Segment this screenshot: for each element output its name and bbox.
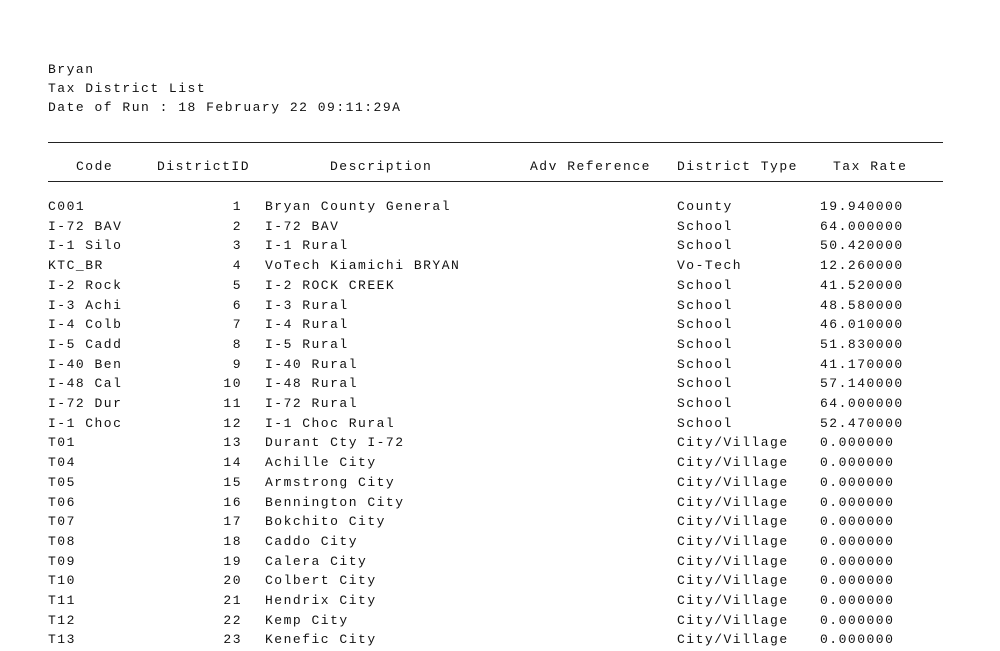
- tax-rate-cell: 0.000000: [820, 612, 895, 628]
- table-row: [0, 514, 1000, 533]
- description-cell: Armstrong City: [265, 474, 396, 490]
- district-type-cell: School: [677, 336, 733, 352]
- header-top-rule: [48, 142, 943, 143]
- description-cell: I-1 Choc Rural: [265, 415, 396, 431]
- district-id-cell: 12: [223, 415, 242, 431]
- district-id-cell: 16: [223, 494, 242, 510]
- district-id-cell: 17: [223, 514, 242, 530]
- table-row: [0, 554, 1000, 573]
- code-cell: T08: [48, 533, 76, 549]
- tax-rate-cell: 0.000000: [820, 494, 895, 510]
- code-cell: T07: [48, 514, 76, 530]
- tax-rate-cell: 0.000000: [820, 533, 895, 549]
- table-row: [0, 495, 1000, 514]
- district-type-cell: School: [677, 277, 733, 293]
- district-id-cell: 22: [223, 612, 242, 628]
- district-id-cell: 19: [223, 553, 242, 569]
- table-row: [0, 416, 1000, 435]
- description-cell: I-1 Rural: [265, 238, 349, 254]
- code-cell: T09: [48, 553, 76, 569]
- code-cell: KTC_BR: [48, 258, 104, 274]
- code-cell: T12: [48, 612, 76, 628]
- district-id-cell: 7: [232, 317, 242, 333]
- district-type-cell: City/Village: [677, 514, 789, 530]
- description-cell: Bryan County General: [265, 199, 452, 214]
- tax-rate-cell: 52.470000: [820, 415, 904, 431]
- date-of-run: Date of Run : 18 February 22 09:11:29A: [48, 100, 402, 115]
- table-row: [0, 435, 1000, 454]
- district-id-cell: 2: [232, 218, 242, 234]
- tax-rate-cell: 12.260000: [820, 258, 904, 274]
- district-id-cell: 14: [223, 455, 242, 471]
- district-id-cell: 1: [232, 199, 242, 214]
- district-type-cell: City/Village: [677, 533, 789, 549]
- description-cell: Kenefic City: [265, 632, 377, 648]
- table-row: [0, 238, 1000, 257]
- district-id-cell: 21: [223, 593, 242, 608]
- district-id-cell: 11: [223, 396, 242, 411]
- table-row: [0, 278, 1000, 297]
- header-bottom-rule: [48, 181, 943, 182]
- district-id-cell: 18: [223, 533, 242, 549]
- district-id-cell: 4: [232, 258, 242, 274]
- district-id-cell: 23: [223, 632, 242, 648]
- description-cell: Caddo City: [265, 533, 359, 549]
- code-cell: I-1 Silo: [48, 238, 123, 254]
- table-row: [0, 396, 1000, 415]
- table-row: [0, 573, 1000, 592]
- district-type-cell: School: [677, 238, 733, 254]
- description-cell: VoTech Kiamichi BRYAN: [265, 258, 461, 274]
- district-type-cell: City/Village: [677, 632, 789, 648]
- district-id-cell: 6: [232, 297, 242, 313]
- tax-rate-cell: 64.000000: [820, 396, 904, 411]
- description-cell: I-5 Rural: [265, 336, 349, 352]
- tax-rate-cell: 41.170000: [820, 356, 904, 372]
- tax-rate-cell: 0.000000: [820, 632, 895, 648]
- district-type-cell: School: [677, 356, 733, 372]
- tax-rate-cell: 0.000000: [820, 474, 895, 490]
- table-row: [0, 337, 1000, 356]
- county-name: Bryan: [48, 62, 95, 77]
- district-id-cell: 5: [232, 277, 242, 293]
- code-cell: T11: [48, 593, 76, 608]
- column-header-district-id: DistrictID: [157, 159, 251, 174]
- table-row: [0, 317, 1000, 336]
- district-type-cell: County: [677, 199, 733, 214]
- district-type-cell: City/Village: [677, 435, 789, 451]
- district-id-cell: 3: [232, 238, 242, 254]
- district-type-cell: School: [677, 396, 733, 411]
- district-id-cell: 20: [223, 573, 242, 589]
- description-cell: Achille City: [265, 455, 377, 471]
- tax-rate-cell: 0.000000: [820, 593, 895, 608]
- table-row: [0, 593, 1000, 612]
- code-cell: I-48 Cal: [48, 376, 123, 392]
- description-cell: Bokchito City: [265, 514, 386, 530]
- code-cell: T05: [48, 474, 76, 490]
- description-cell: I-72 BAV: [265, 218, 340, 234]
- code-cell: T04: [48, 455, 76, 471]
- district-type-cell: City/Village: [677, 494, 789, 510]
- column-header-code: Code: [76, 159, 114, 174]
- district-type-cell: City/Village: [677, 455, 789, 471]
- table-row: [0, 613, 1000, 632]
- tax-rate-cell: 0.000000: [820, 553, 895, 569]
- code-cell: I-72 BAV: [48, 218, 123, 234]
- district-type-cell: School: [677, 317, 733, 333]
- column-header-district-type: District Type: [677, 159, 798, 174]
- description-cell: Hendrix City: [265, 593, 377, 608]
- description-cell: I-40 Rural: [265, 356, 359, 372]
- tax-rate-cell: 19.940000: [820, 199, 904, 214]
- description-cell: I-48 Rural: [265, 376, 359, 392]
- description-cell: I-72 Rural: [265, 396, 359, 411]
- column-header-adv-reference: Adv Reference: [530, 159, 651, 174]
- district-type-cell: School: [677, 376, 733, 392]
- tax-rate-cell: 57.140000: [820, 376, 904, 392]
- tax-rate-cell: 0.000000: [820, 435, 895, 451]
- description-cell: Bennington City: [265, 494, 405, 510]
- description-cell: I-2 ROCK CREEK: [265, 277, 396, 293]
- table-row: [0, 376, 1000, 395]
- column-header-tax-rate: Tax Rate: [833, 159, 908, 174]
- code-cell: I-4 Colb: [48, 317, 123, 333]
- tax-rate-cell: 46.010000: [820, 317, 904, 333]
- description-cell: I-3 Rural: [265, 297, 349, 313]
- table-row: [0, 357, 1000, 376]
- table-row: [0, 632, 1000, 651]
- description-cell: Colbert City: [265, 573, 377, 589]
- description-cell: Durant Cty I-72: [265, 435, 405, 451]
- code-cell: T06: [48, 494, 76, 510]
- tax-rate-cell: 0.000000: [820, 514, 895, 530]
- code-cell: C001: [48, 199, 86, 214]
- district-type-cell: City/Village: [677, 474, 789, 490]
- code-cell: I-2 Rock: [48, 277, 123, 293]
- district-type-cell: City/Village: [677, 573, 789, 589]
- tax-rate-cell: 64.000000: [820, 218, 904, 234]
- report-title: Tax District List: [48, 81, 207, 96]
- district-type-cell: Vo-Tech: [677, 258, 743, 274]
- district-id-cell: 15: [223, 474, 242, 490]
- tax-rate-cell: 48.580000: [820, 297, 904, 313]
- table-row: [0, 219, 1000, 238]
- code-cell: T01: [48, 435, 76, 451]
- code-cell: I-1 Choc: [48, 415, 123, 431]
- description-cell: Kemp City: [265, 612, 349, 628]
- table-row: [0, 298, 1000, 317]
- district-type-cell: City/Village: [677, 612, 789, 628]
- district-id-cell: 8: [232, 336, 242, 352]
- code-cell: I-3 Achi: [48, 297, 123, 313]
- code-cell: T13: [48, 632, 76, 648]
- code-cell: I-5 Cadd: [48, 336, 123, 352]
- column-header-description: Description: [330, 159, 433, 174]
- district-type-cell: School: [677, 415, 733, 431]
- tax-rate-cell: 0.000000: [820, 573, 895, 589]
- district-type-cell: City/Village: [677, 593, 789, 608]
- description-cell: I-4 Rural: [265, 317, 349, 333]
- tax-rate-cell: 0.000000: [820, 455, 895, 471]
- district-type-cell: School: [677, 297, 733, 313]
- table-row: [0, 258, 1000, 277]
- description-cell: Calera City: [265, 553, 368, 569]
- district-id-cell: 10: [223, 376, 242, 392]
- code-cell: I-40 Ben: [48, 356, 123, 372]
- table-row: [0, 455, 1000, 474]
- table-row: [0, 199, 1000, 218]
- tax-rate-cell: 51.830000: [820, 336, 904, 352]
- tax-rate-cell: 41.520000: [820, 277, 904, 293]
- district-id-cell: 13: [223, 435, 242, 451]
- district-type-cell: City/Village: [677, 553, 789, 569]
- code-cell: I-72 Dur: [48, 396, 123, 411]
- district-id-cell: 9: [232, 356, 242, 372]
- code-cell: T10: [48, 573, 76, 589]
- tax-rate-cell: 50.420000: [820, 238, 904, 254]
- district-type-cell: School: [677, 218, 733, 234]
- table-row: [0, 534, 1000, 553]
- table-row: [0, 475, 1000, 494]
